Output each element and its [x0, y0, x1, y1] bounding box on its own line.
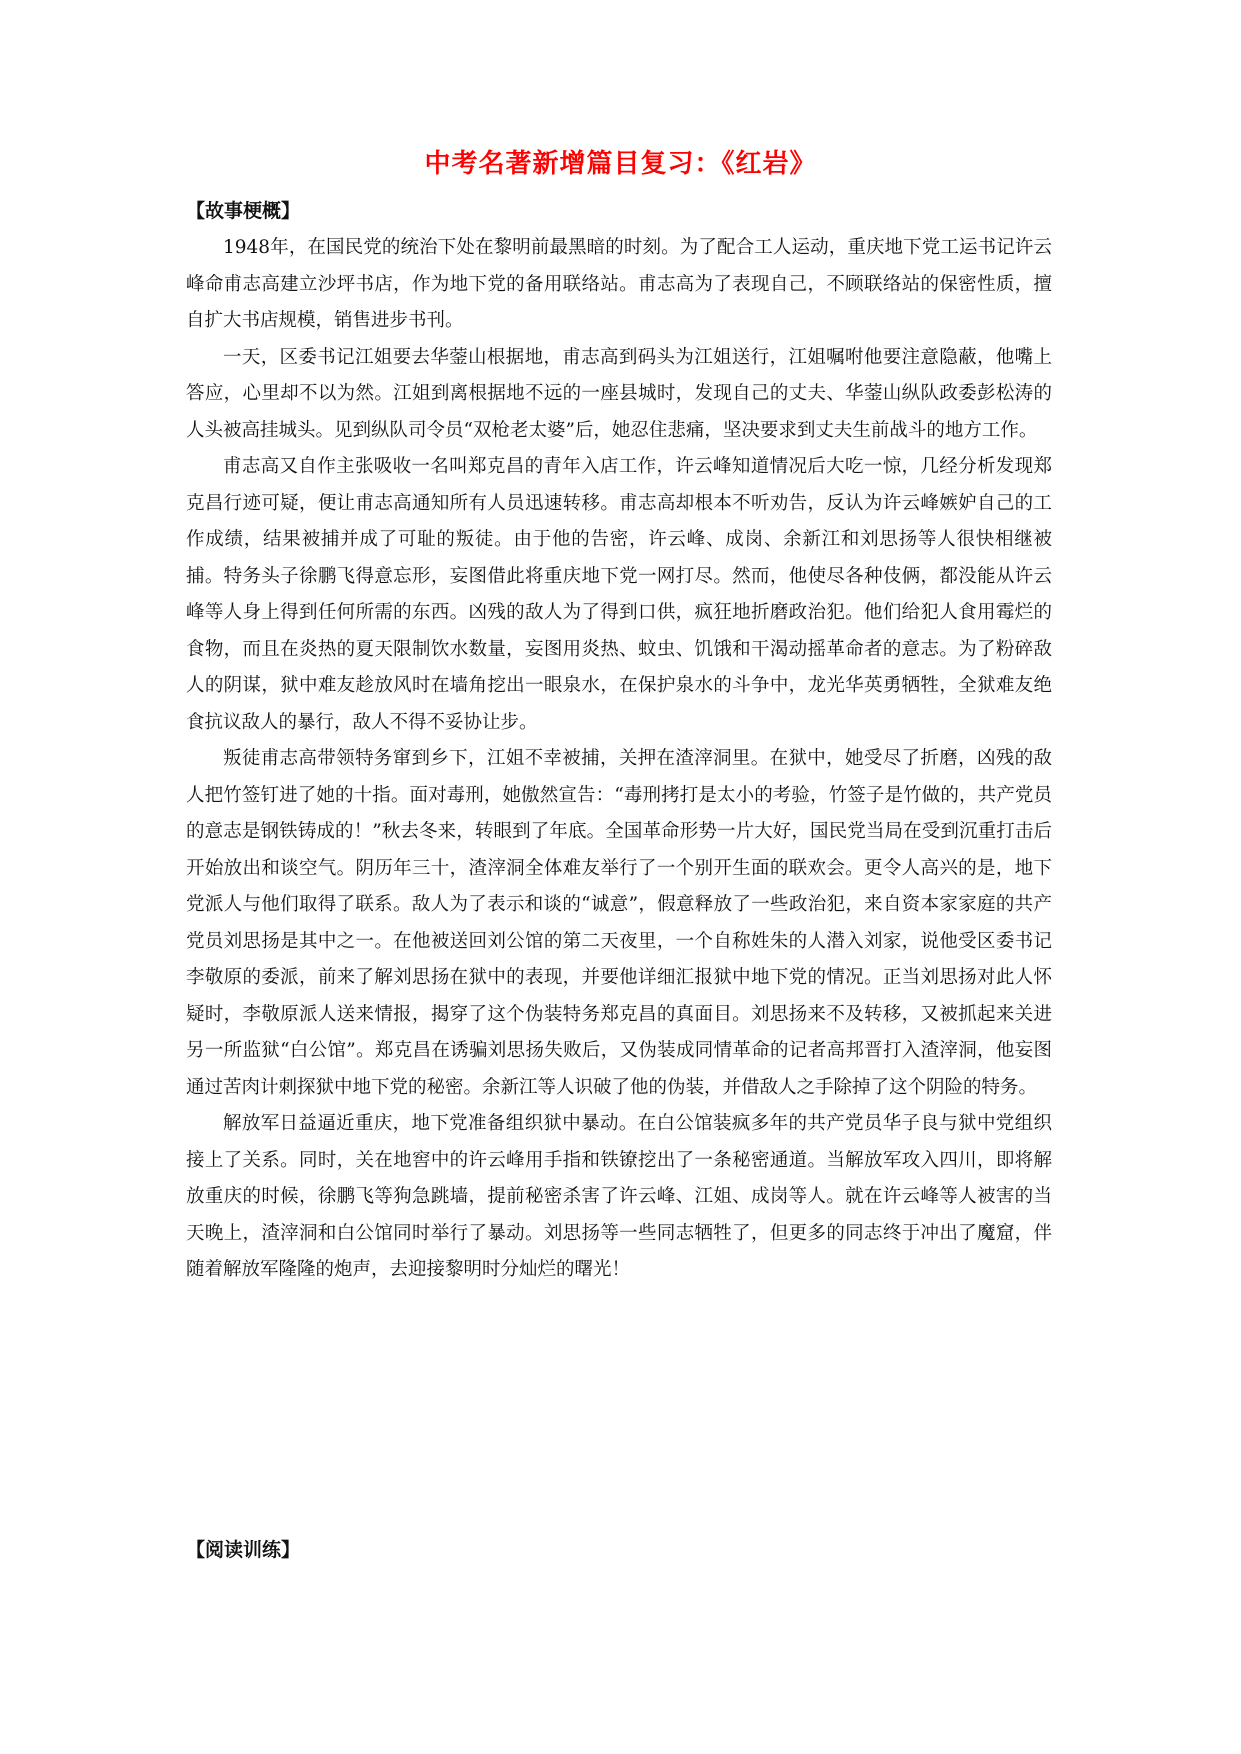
section-heading-story-summary: 【故事梗概】: [186, 200, 301, 222]
paragraph: 甫志高又自作主张吸收一名叫郑克昌的青年入店工作，许云峰知道情况后大吃一惊，几经分析发现郑克昌行迹可疑，便让甫志高通知所有人员迅速转移。甫志高却根本不听劝告，反认为许云峰嫉妒自己的工作成绩，结果被捕并成了可耻的叛徒。由于他的告密，许云峰、成岗、余新江和刘思扬等人很快相继被捕。特务头子徐鹏飞得意忘形，妄图借此将重庆地下党一网打尽。然而，他使尽各种伎俩，都没能从许云峰等人身上得到任何所需的东西。凶残的敌人为了得到口供，疯狂地折磨政治犯。他们给犯人食用霉烂的食物，而且在炎热的夏天限制饮水数量，妄图用炎热、蚊虫、饥饿和干渴动摇革命者的意志。为了粉碎敌人的阴谋，狱中难友趁放风时在墙角挖出一眼泉水，在保护泉水的斗争中，龙光华英勇牺牲，全狱难友绝食抗议敌人的暴行，敌人不得不妥协让步。: [186, 456, 1052, 733]
paragraph: 叛徒甫志高带领特务窜到乡下，江姐不幸被捕，关押在渣滓洞里。在狱中，她受尽了折磨，凶残的敌人把竹签钉进了她的十指。面对毒刑，她傲然宣告：“毒刑拷打是太小的考验，竹签子是竹做的，共产党员的意志是钢铁铸成的！”秋去冬来，转眼到了年底。全国革命形势一片大好，国民党当局在受到沉重打击后开始放出和谈空气。阴历年三十，渣滓洞全体难友举行了一个别开生面的联欢会。更令人高兴的是，地下党派人与他们取得了联系。敌人为了表示和谈的“诚意”，假意释放了一些政治犯，来自资本家家庭的共产党员刘思扬是其中之一。在他被送回刘公馆的第二天夜里，一个自称姓朱的人潜入刘家，说他受区委书记李敬原的委派，前来了解刘思扬在狱中的表现，并要他详细汇报狱中地下党的情况。正当刘思扬对此人怀疑时，李敬原派人送来情报，揭穿了这个伪装特务郑克昌的真面目。刘思扬来不及转移，又被抓起来关进另一所监狱“白公馆”。郑克昌在诱骗刘思扬失败后，又伪装成同情革命的记者高邦晋打入渣滓洞，他妄图通过苦肉计刺探狱中地下党的秘密。余新江等人识破了他的伪装，并借敌人之手除掉了这个阴险的特务。: [186, 748, 1052, 1098]
paragraph: 1948年，在国民党的统治下处在黎明前最黑暗的时刻。为了配合工人运动，重庆地下党工运书记许云峰命甫志高建立沙坪书店，作为地下党的备用联络站。甫志高为了表现自己，不顾联络站的保密性质，擅自扩大书店规模，销售进步书刊。: [186, 237, 1052, 331]
document-title: 中考名著新增篇目复习：《红岩》: [424, 149, 817, 179]
story-summary-body: [186, 230, 1052, 1289]
paragraph: 一天，区委书记江姐要去华蓥山根据地，甫志高到码头为江姐送行，江姐嘱咐他要注意隐蔽，他嘴上答应，心里却不以为然。江姐到离根据地不远的一座县城时，发现自己的丈夫、华蓥山纵队政委彭松涛的人头被高挂城头。见到纵队司令员“双枪老太婆”后，她忍住悲痛，坚决要求到丈夫生前战斗的地方工作。: [186, 346, 1052, 441]
paragraph: 解放军日益逼近重庆，地下党准备组织狱中暴动。在白公馆装疯多年的共产党员华子良与狱中党组织接上了关系。同时，关在地窖中的许云峰用手指和铁镣挖出了一条秘密通道。当解放军攻入四川，即将解放重庆的时候，徐鹏飞等狗急跳墙，提前秘密杀害了许云峰、江姐、成岗等人。就在许云峰等人被害的当天晚上，渣滓洞和白公馆同时举行了暴动。刘思扬等一些同志牺牲了，但更多的同志终于冲出了魔窟，伴随着解放军隆隆的炮声，去迎接黎明时分灿烂的曙光！: [186, 1113, 1052, 1280]
section-heading-reading-training: 【阅读训练】: [186, 1539, 301, 1561]
